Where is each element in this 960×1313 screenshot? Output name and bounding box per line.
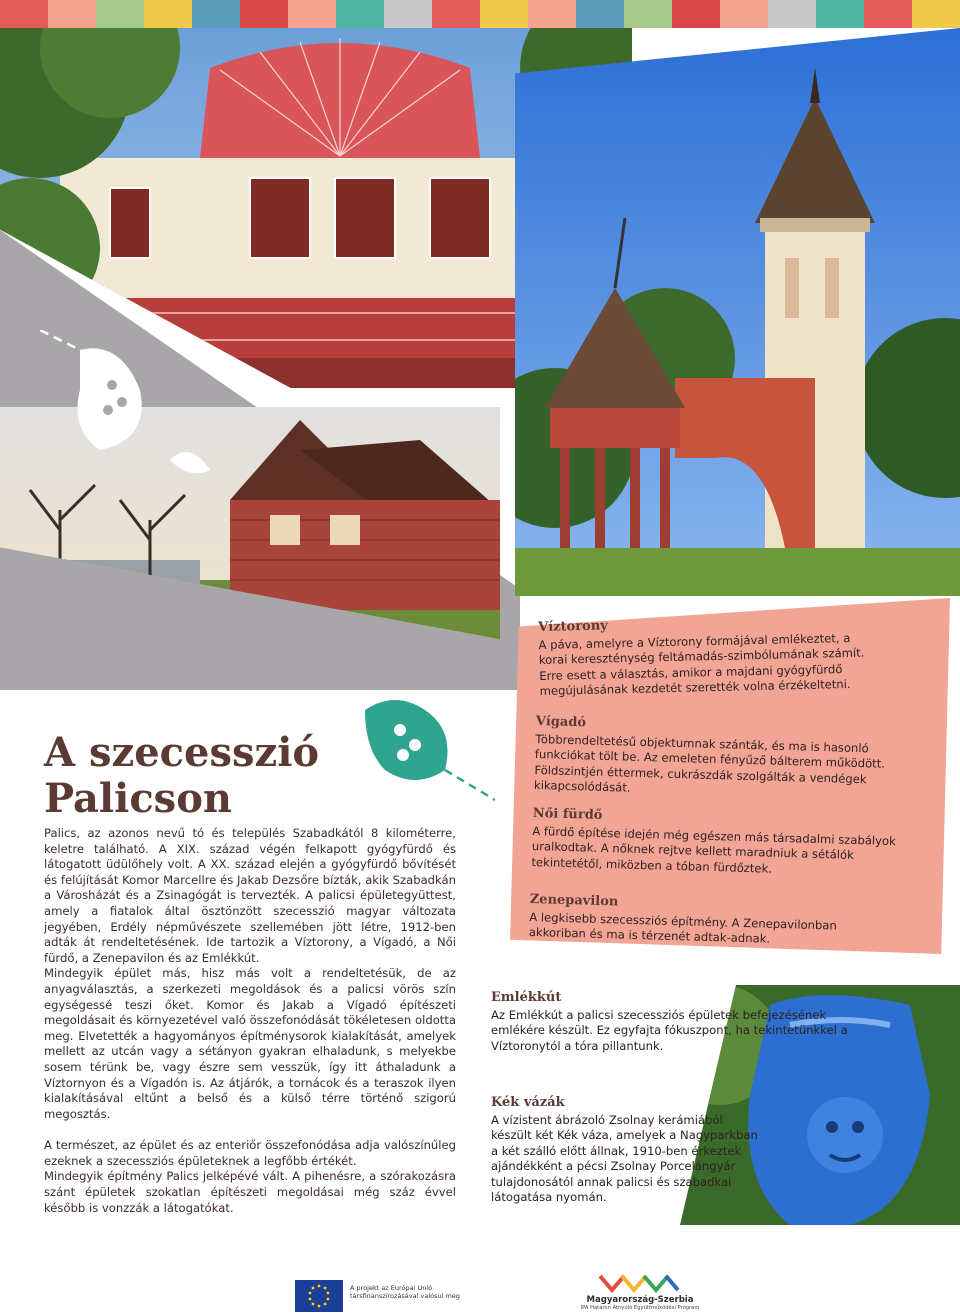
section-text-noi-furdo: A fürdő építése idején még egészen más társadalmi szabályok uralkodtak. A nőknek rejtve kellett maradniuk a sétálók tekintetétől, miközben a tóban fürdőztek. [531, 823, 896, 876]
section-heading-zenepavilon: Zenepavilon [529, 892, 619, 910]
section-viztorony [538, 612, 880, 699]
section-heading-viztorony: Víztorony [538, 618, 608, 635]
section-heading-kek-vazak: Kék vázák [491, 1095, 565, 1110]
program-logo-icon [590, 1272, 690, 1294]
section-text-viztorony: A páva, amelyre a Víztorony formájával emlékeztet, a korai kereszténység feltámadás-szimbólumának számít. Erre esett a választás, amikor a majdani gyógyfürdő megújulásának kezdetét szerették volna érzékeltetni. [538, 630, 865, 699]
band-segment [768, 0, 816, 28]
band-segment [384, 0, 432, 28]
band-segment [480, 0, 528, 28]
section-noi-furdo [531, 806, 903, 881]
section-text-vigado: Többrendeltetésű objektumnak szánták, és ma is hasonló funkciókat tölt be. Az emeleten fényűző bálterem működött. Földszintjén éttermek, cukrászdák szolgálták a vendégek kikapcsolódását. [533, 731, 886, 795]
eu-flag-icon [295, 1280, 343, 1312]
band-segment [672, 0, 720, 28]
title-line-1: A szecesszió [44, 729, 320, 776]
band-segment [432, 0, 480, 28]
page-title [44, 730, 384, 822]
section-text-kek-vazak: A vízistent ábrázoló Zsolnay kerámiából készült két Kék váza, amelyek a Nagyparkban a két szálló előtt állnak, 1910-ben érkeztek ajándékként a pécsi Zsolnay Porcelángyár tulajdonosától annak palicsi és szabadkai látogatása nyomán. [491, 1113, 758, 1205]
section-heading-emlekkut: Emlékkút [491, 990, 562, 1005]
band-segment [864, 0, 912, 28]
band-segment [48, 0, 96, 28]
band-segment [0, 0, 48, 28]
footer [0, 1272, 960, 1313]
intro-paragraph-4: Mindegyik építmény Palics jelképévé vált. A pihenésre, a szórakozásra szánt épületek szokatlan építészeti megoldásai még száz évvel később is vonzzák a látogatókat. [44, 1169, 456, 1215]
section-kek-vazak [491, 1095, 761, 1205]
photo-viztorony [515, 28, 960, 596]
band-segment [336, 0, 384, 28]
band-segment [624, 0, 672, 28]
intro-paragraph-2: Mindegyik épület más, hisz más volt a rendeltetésük, de az anyagválasztás, a szerkezeti megoldások és a palicsi vörös szín egységessé teszi őket. Komor és Jakab a Vígadó építészeti megoldásait és környezetével való összefonódását tökéletesen oldotta meg. Elvetették a hagyományos építménysorok kialakítását, amelyek mellett az utcán vagy a sétányon gyakran elhaladunk, s melyekbe sosem térünk be, vagy észre sem vesszük, így itt áthaladunk a Víztornyon és a Vígadón is. Az átjárók, a tornácok és a teraszok ilyen kialakításával eltűnt a belső és a külső térre történő szigorú megosztás. [44, 966, 456, 1121]
program-name: Magyarország-Szerbia [586, 1295, 694, 1305]
band-segment [576, 0, 624, 28]
band-segment [288, 0, 336, 28]
band-segment [528, 0, 576, 28]
eu-cofinancing-note: A projekt az Európai Unió társfinanszírozásával valósul meg [350, 1284, 460, 1300]
band-segment [816, 0, 864, 28]
section-vigado [534, 714, 896, 804]
program-subtitle: IPA Határon Átnyúló Együttműködési Program [580, 1305, 700, 1311]
folk-flower-ornament-icon [40, 330, 220, 480]
band-segment [720, 0, 768, 28]
intro-text [44, 826, 456, 1216]
band-segment [240, 0, 288, 28]
top-color-band [0, 0, 960, 28]
section-zenepavilon [529, 892, 850, 950]
section-text-zenepavilon: A legkisebb szecessziós építmény. A Zenepavilonban akkoriban és ma is térzenét adtak-adnak. [528, 909, 838, 947]
section-text-emlekkut: Az Emlékkút a palicsi szecessziós épületek befejezésének emlékére készült. Ez egyfajta fókuszpont, ha tekintetünkkel a Víztoronytól a tóra pillantunk. [491, 1008, 848, 1053]
band-segment [96, 0, 144, 28]
band-segment [192, 0, 240, 28]
section-emlekkut [491, 990, 851, 1054]
band-segment [144, 0, 192, 28]
section-heading-vigado: Vígadó [535, 714, 587, 731]
band-segment [912, 0, 960, 28]
title-line-2: Palicson [44, 775, 232, 822]
intro-paragraph-1: Palics, az azonos nevű tó és település Szabadkától 8 kilométerre, keletre található. A XIX. század végén felkapott gyógyfürdő és látogatott üdülőhely volt. A XX. század elején a gyógyfürdő bővítését és felújítását Komor Marcellre és Jakab Dezsőre bízták, akik Szabadkán a Városházát és a Zsinagógát is tervezték. A palicsi épületegyüttest, amely a fiatalok által ösztönzött szecesszió magyar változata jegyében, Erdély népművészete szellemében jött létre, 1912-ben adták át rendeltetésének. Ide tartozik a Víztorony, a Vígadó, a Női fürdő, a Zenepavilon és az Emlékkút. [44, 826, 456, 965]
section-heading-noi-furdo: Női fürdő [532, 806, 603, 823]
intro-paragraph-3: A természet, az épület és az enteriőr összefonódása adja valószínűleg ezeknek a szecessziós épületeknek a legfőbb értékét. [44, 1138, 456, 1168]
